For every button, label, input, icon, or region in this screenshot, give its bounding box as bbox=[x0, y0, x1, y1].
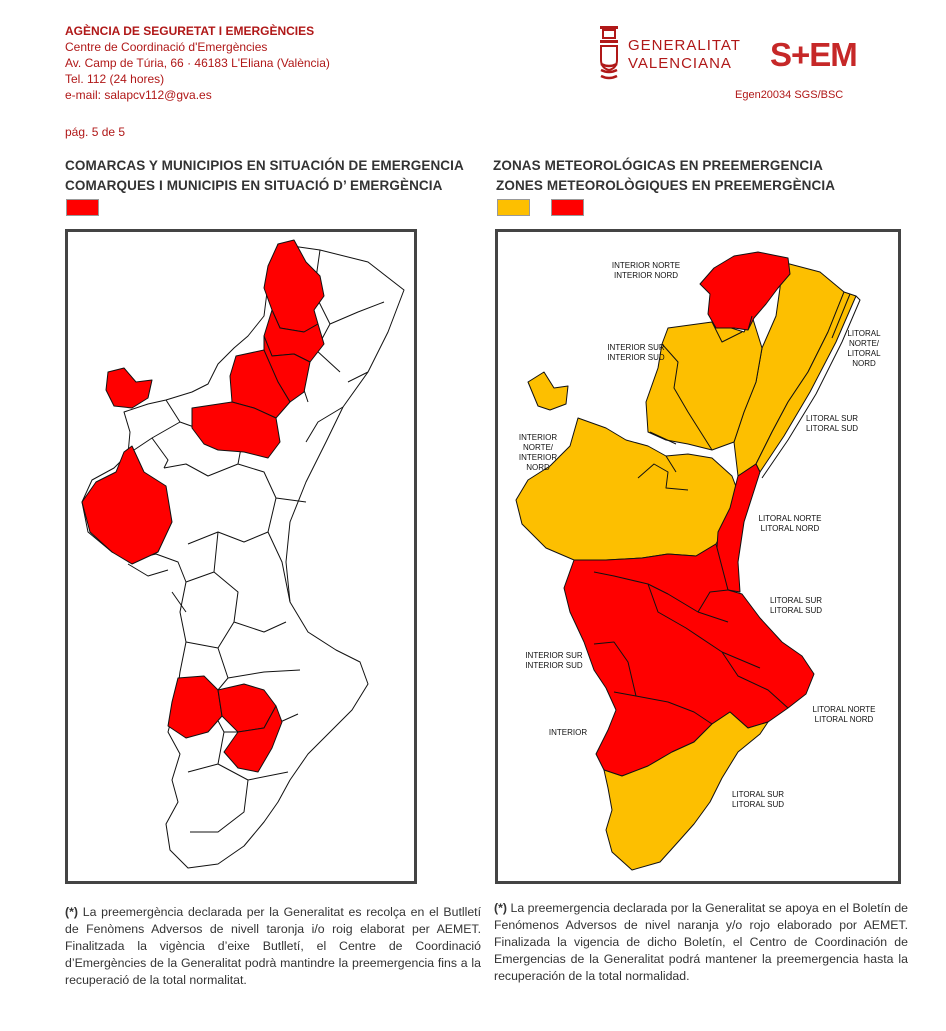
right-title-va: ZONES METEOROLÒGIQUES EN PREEMERGÈNCIA bbox=[496, 178, 836, 193]
legend-swatch-orange bbox=[497, 199, 530, 216]
label-interior-sud-1b: INTERIOR SUD bbox=[607, 353, 665, 362]
label-litoral-nord-1: LITORAL bbox=[847, 329, 881, 338]
label-interior-sud-2b: INTERIOR SUD bbox=[525, 661, 583, 670]
email-link[interactable]: e-mail: salapcv112@gva.es bbox=[65, 88, 212, 102]
sem-logo: S+EM bbox=[770, 36, 857, 73]
right-note-marker: (*) bbox=[494, 901, 507, 915]
label-litoral-nord-3: LITORAL NORTE bbox=[812, 705, 876, 714]
center-name: Centre de Coordinació d'Emergències bbox=[65, 40, 268, 54]
label-litoral-nord-1b: NORTE/ bbox=[848, 339, 880, 348]
label-interior-nord-1b: INTERIOR NORD bbox=[614, 271, 678, 280]
label-interior-nord-2c: INTERIOR bbox=[518, 453, 558, 462]
left-note bbox=[65, 904, 481, 989]
label-litoral-nord-2b: LITORAL NORD bbox=[760, 524, 820, 533]
zone-interior-sud-red bbox=[564, 544, 814, 776]
left-note-text: La preemergència declarada per la Generalitat es recolça en el Butlletí de Fenòmens Adversos de nivell taronja i/o roig elaborat per AEMET. Finalitzada la vigència d’eixe Butlletí, el Centre de Coordinació d’Emergències de la Generalitat podrà mantindre la preemergencia fins a la recuperació de la total normalitat. bbox=[65, 905, 482, 987]
page-number: pág. 5 de 5 bbox=[65, 125, 126, 139]
label-litoral-nord-1c: LITORAL bbox=[847, 349, 881, 358]
generalitat-emblem-icon bbox=[597, 24, 621, 82]
left-title-es: COMARCAS Y MUNICIPIOS EN SITUACIÓN DE EMERGENCIA bbox=[65, 158, 464, 173]
label-litoral-nord-2: LITORAL NORTE bbox=[758, 514, 822, 523]
label-interior-sud-1: INTERIOR SUR bbox=[607, 343, 665, 352]
label-litoral-nord-1d: NORD bbox=[852, 359, 876, 368]
left-note-marker: (*) bbox=[65, 905, 78, 919]
label-interior-nord-2b: NORTE/ bbox=[522, 443, 554, 452]
label-litoral-sud-2b: LITORAL SUD bbox=[769, 606, 823, 615]
document-reference: Egen20034 SGS/BSC bbox=[735, 89, 844, 101]
label-interior-nord-2: INTERIOR bbox=[518, 433, 558, 442]
logo-text-valenciana: VALENCIANA bbox=[628, 55, 732, 72]
right-note-text: La preemergencia declarada por la Generalitat se apoya en el Boletín de Fenómenos Adversos de nivel naranja y/o rojo elaborado por AEMET. Finalizada la vigencia de dicho Boletín, el Centro de Coordinación de Emergencias de la Generalitat podrá mantener la preemergencia hasta la recuperación de la total normalidad. bbox=[494, 901, 908, 983]
legend-swatch-emergency bbox=[66, 199, 99, 216]
label-litoral-sud-1b: LITORAL SUD bbox=[805, 424, 859, 433]
label-litoral-sud-2: LITORAL SUR bbox=[769, 596, 823, 605]
label-interior-nord-1: INTERIOR NORTE bbox=[611, 261, 681, 270]
agency-name: AGÈNCIA DE SEGURETAT I EMERGÈNCIES bbox=[65, 24, 315, 38]
label-litoral-sud-1: LITORAL SUR bbox=[805, 414, 859, 423]
right-note bbox=[494, 900, 908, 985]
label-litoral-sud-3: LITORAL SUR bbox=[731, 790, 785, 799]
right-title-es: ZONAS METEOROLÓGICAS EN PREEMERGENCIA bbox=[493, 158, 823, 173]
municipalities-map bbox=[65, 229, 417, 884]
meteorological-zones-map bbox=[495, 229, 901, 884]
label-interior-sud-2: INTERIOR SUR bbox=[525, 651, 583, 660]
logo-text-generalitat: GENERALITAT bbox=[628, 37, 741, 54]
label-interior-nord-2d: NORD bbox=[526, 463, 550, 472]
label-litoral-sud-3b: LITORAL SUD bbox=[731, 800, 785, 809]
emergency-area bbox=[106, 368, 152, 408]
label-litoral-nord-3b: LITORAL NORD bbox=[814, 715, 874, 724]
label-interior-3: INTERIOR bbox=[548, 728, 588, 737]
phone: Tel. 112 (24 hores) bbox=[65, 72, 165, 86]
legend-swatch-red bbox=[551, 199, 584, 216]
zone-interior-nord-2 bbox=[528, 372, 568, 410]
left-title-va: COMARQUES I MUNICIPIS EN SITUACIÓ D’ EMERGÈNCIA bbox=[65, 178, 443, 193]
address: Av. Camp de Túria, 66 · 46183 L'Eliana (València) bbox=[65, 56, 330, 70]
